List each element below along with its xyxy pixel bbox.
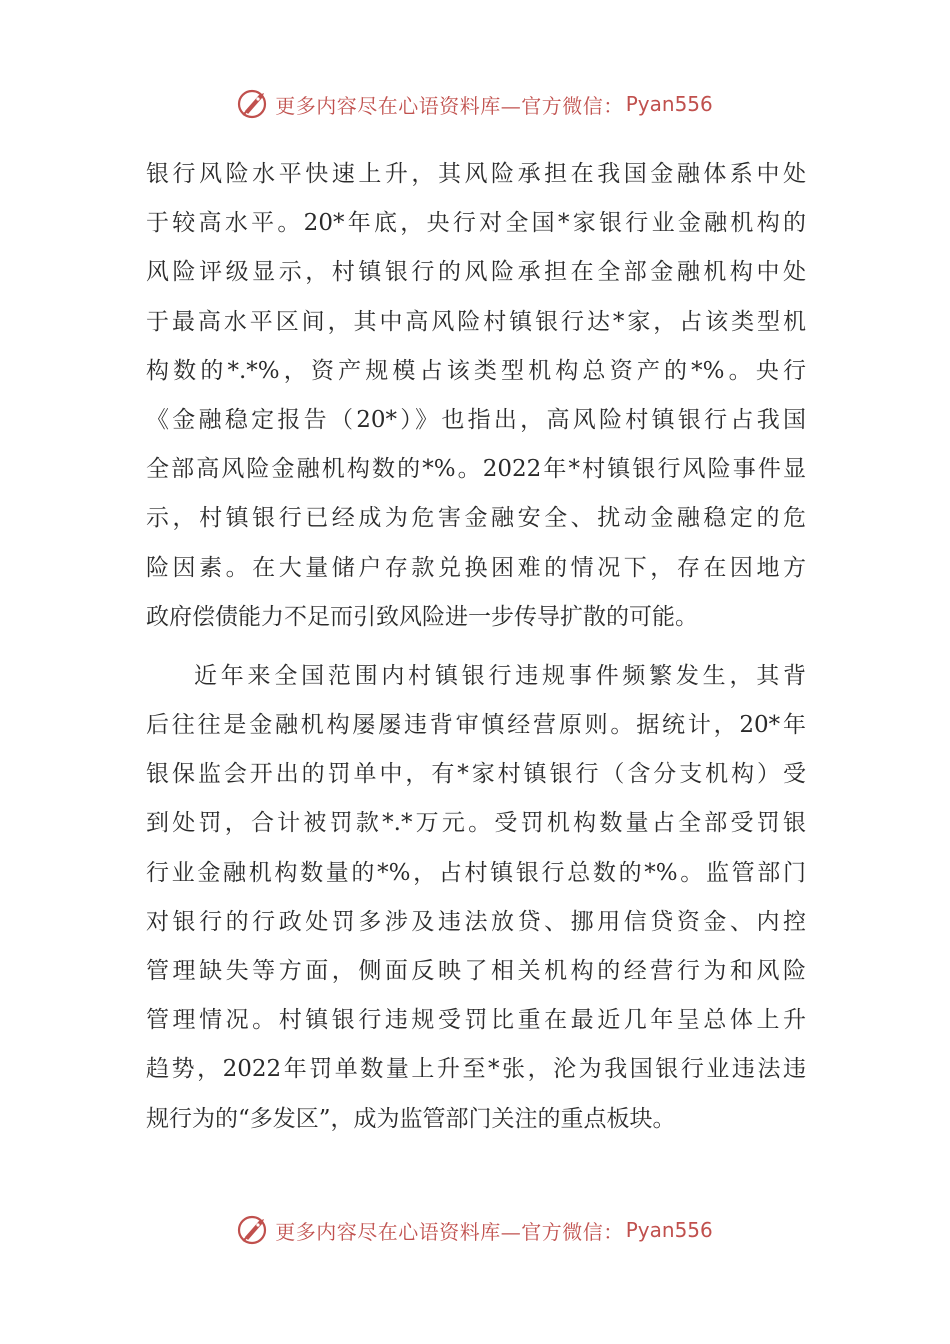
pen-nib-logo-icon <box>237 1213 271 1247</box>
text-line: 近年来全国范围内村镇银行违规事件频繁发生，其背 <box>194 662 806 689</box>
pen-nib-logo-icon <box>237 87 271 121</box>
footer-banner-wechat-id: Pyan556 <box>625 1218 713 1242</box>
text-line: 规行为的“多发区”，成为监管部门关注的重点板块。 <box>146 1105 676 1132</box>
text-line: 构数的*.*%，资产规模占该类型机构总资产的*%。央行 <box>146 357 806 384</box>
text-line: 政府偿债能力不足而引致风险进一步传导扩散的可能。 <box>146 603 698 630</box>
text-line: 银行风险水平快速上升，其风险承担在我国金融体系中处 <box>146 161 806 187</box>
text-line: 后往往是金融机构屡屡违背审慎经营原则。据统计，20*年 <box>146 712 806 739</box>
text-line: 对银行的行政处罚多涉及违法放贷、挪用信贷资金、内控 <box>146 908 806 935</box>
text-line: 到处罚，合计被罚款*.*万元。受罚机构数量占全部受罚银 <box>146 810 806 837</box>
paragraph-1 <box>146 150 806 642</box>
footer-banner <box>0 1210 950 1250</box>
text-line: 管理缺失等方面，侧面反映了相关机构的经营行为和风险 <box>146 958 806 984</box>
document-body <box>146 150 806 1144</box>
text-line: 趋势，2022年罚单数量上升至*张，沦为我国银行业违法违 <box>146 1056 806 1083</box>
footer-banner-text: 更多内容尽在心语资料库—官方微信： <box>275 1219 624 1244</box>
paragraph-2 <box>146 652 806 1144</box>
text-line: 于较高水平。20*年底，央行对全国*家银行业金融机构的 <box>146 210 806 237</box>
text-line: 《金融稳定报告（20*）》也指出，高风险村镇银行占我国 <box>146 406 806 433</box>
paragraph-spacer <box>146 642 806 652</box>
text-line: 行业金融机构数量的*%，占村镇银行总数的*%。监管部门 <box>146 859 806 886</box>
text-line: 风险评级显示，村镇银行的风险承担在全部金融机构中处 <box>146 259 806 286</box>
header-banner-wechat-id: Pyan556 <box>625 92 713 116</box>
text-line: 管理情况。村镇银行违规受罚比重在最近几年呈总体上升 <box>146 1007 806 1034</box>
text-line: 全部高风险金融机构数的*%。2022年*村镇银行风险事件显 <box>146 456 806 483</box>
header-banner <box>0 84 950 124</box>
text-line: 银保监会开出的罚单中，有*家村镇银行（含分支机构）受 <box>146 761 806 788</box>
text-line: 示，村镇银行已经成为危害金融安全、扰动金融稳定的危 <box>146 505 806 532</box>
header-banner-text: 更多内容尽在心语资料库—官方微信： <box>275 93 624 118</box>
text-line: 于最高水平区间，其中高风险村镇银行达*家，占该类型机 <box>146 308 806 335</box>
text-line: 险因素。在大量储户存款兑换困难的情况下，存在因地方 <box>146 554 806 581</box>
